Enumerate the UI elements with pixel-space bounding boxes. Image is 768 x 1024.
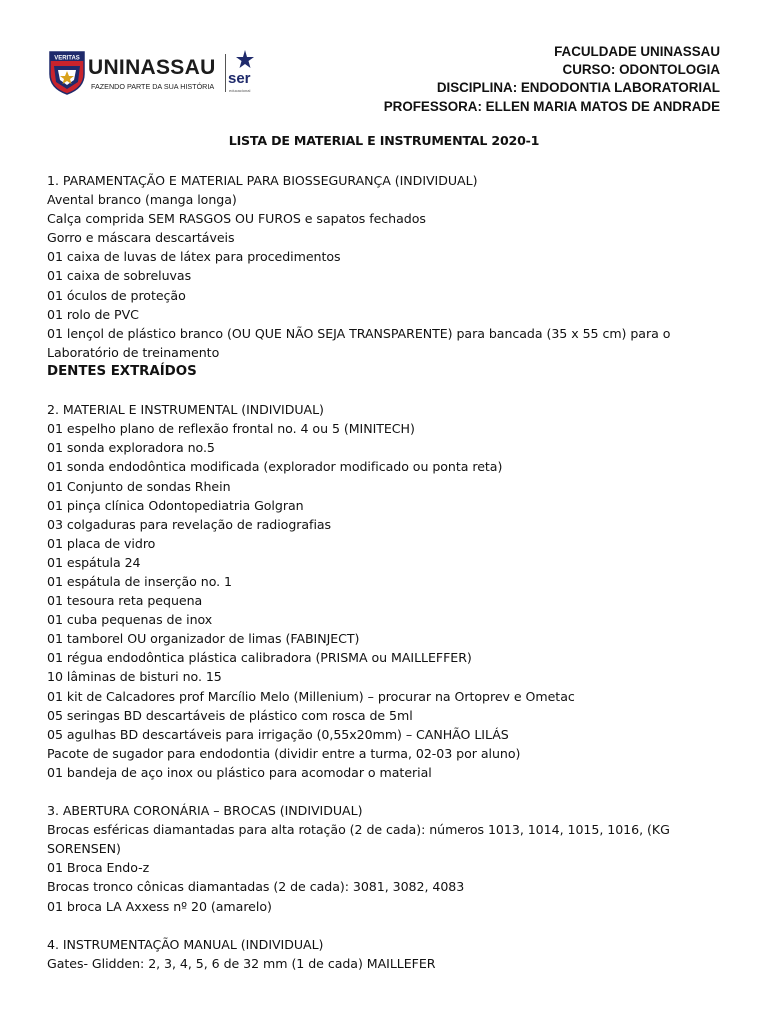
spacer: [47, 916, 727, 935]
list-item: 03 colgaduras para revelação de radiografias: [47, 516, 332, 532]
list-item: 01 caixa de luvas de látex para procedimentos: [47, 249, 341, 265]
header-line-discipline: DISCIPLINA: ENDODONTIA LABORATORIAL: [436, 80, 720, 96]
list-item: 05 seringas BD descartáveis de plástico com rosca de 5ml: [47, 707, 413, 723]
list-item: 01 sonda endodôntica modificada (explorador modificado ou ponta reta): [47, 459, 503, 475]
list-item: 01 placa de vidro: [47, 535, 156, 551]
ser-star-icon: [228, 48, 262, 72]
list-item: 01 Broca Endo-z: [47, 860, 150, 876]
section-1-extra: DENTES EXTRAÍDOS: [47, 363, 197, 379]
list-item: 01 óculos de proteção: [47, 287, 186, 303]
list-item: Gorro e máscara descartáveis: [47, 230, 235, 246]
list-item: 01 cuba pequenas de inox: [47, 612, 213, 628]
list-item: 01 bandeja de aço inox ou plástico para acomodar o material: [47, 764, 432, 780]
list-item: Pacote de sugador para endodontia (dividir entre a turma, 02-03 por aluno): [47, 745, 521, 761]
section-3-heading: 3. ABERTURA CORONÁRIA – BROCAS (INDIVIDUAL): [47, 803, 363, 819]
brand-name: UNINASSAU: [88, 56, 216, 79]
list-item: 01 broca LA Axxess nº 20 (amarelo): [47, 898, 272, 914]
logo-divider: [225, 54, 226, 92]
list-item: 10 lâminas de bisturi no. 15: [47, 669, 222, 685]
list-item: 01 régua endodôntica plástica calibradora (PRISMA ou MAILLEFFER): [47, 650, 472, 666]
document-title: LISTA DE MATERIAL E INSTRUMENTAL 2020-1: [228, 133, 540, 148]
list-item: 01 pinça clínica Odontopediatria Golgran: [47, 497, 304, 513]
list-item: 01 Conjunto de sondas Rhein: [47, 478, 231, 494]
list-item: 01 espátula de inserção no. 1: [47, 573, 233, 589]
list-item: 01 tamborel OU organizador de limas (FABINJECT): [47, 631, 360, 647]
list-item: Brocas esféricas diamantadas para alta rotação (2 de cada): números 1013, 1014, 1015, 1016, (KG SORENSEN): [47, 822, 670, 857]
section-4-heading: 4. INSTRUMENTAÇÃO MANUAL (INDIVIDUAL): [47, 936, 324, 952]
list-item: Calça comprida SEM RASGOS OU FUROS e sapatos fechados: [47, 211, 426, 227]
list-item: 01 caixa de sobreluvas: [47, 268, 192, 284]
header-line-faculty: FACULDADE UNINASSAU: [554, 44, 720, 59]
section-1-heading: 1. PARAMENTAÇÃO E MATERIAL PARA BIOSSEGURANÇA (INDIVIDUAL): [47, 173, 478, 188]
document-header: [384, 43, 720, 116]
list-item: 01 espátula 24: [47, 554, 141, 570]
header-line-professor: PROFESSORA: ELLEN MARIA MATOS DE ANDRADE: [383, 98, 720, 114]
list-item: 05 agulhas BD descartáveis para irrigação (0,55x20mm) – CANHÃO LILÁS: [47, 726, 509, 742]
crest-text: VERITAS: [54, 55, 80, 62]
list-item: 01 tesoura reta pequena: [47, 593, 203, 609]
ser-subtitle: educacional: [229, 88, 251, 93]
list-item: 01 sonda exploradora no.5: [47, 440, 215, 456]
ser-wordmark: ser: [228, 70, 251, 87]
list-item: 01 espelho plano de reflexão frontal no. 4 ou 5 (MINITECH): [47, 421, 415, 437]
spacer: [47, 782, 727, 801]
crest-icon: [48, 46, 86, 96]
brand-tagline: FAZENDO PARTE DA SUA HISTÓRIA: [91, 82, 215, 91]
list-item: 01 lençol de plástico branco (OU QUE NÃO SEJA TRANSPARENTE) para bancada (35 x 55 cm) para o Laboratório de treinamento: [47, 325, 671, 360]
section-2-heading: 2. MATERIAL E INSTRUMENTAL (INDIVIDUAL): [47, 402, 324, 418]
list-item: Gates- Glidden: 2, 3, 4, 5, 6 de 32 mm (1 de cada) MAILLEFER: [47, 955, 436, 971]
list-item: 01 kit de Calcadores prof Marcílio Melo (Millenium) – procurar na Ortoprev e Ometac: [47, 688, 575, 704]
header-line-course: CURSO: ODONTOLOGIA: [562, 62, 720, 78]
list-item: 01 rolo de PVC: [47, 306, 139, 322]
spacer: [47, 381, 727, 400]
institution-logo: [48, 46, 263, 102]
list-item: Avental branco (manga longa): [47, 192, 237, 208]
list-item: Brocas tronco cônicas diamantadas (2 de cada): 3081, 3082, 4083: [47, 879, 465, 895]
document-body: [47, 171, 727, 973]
